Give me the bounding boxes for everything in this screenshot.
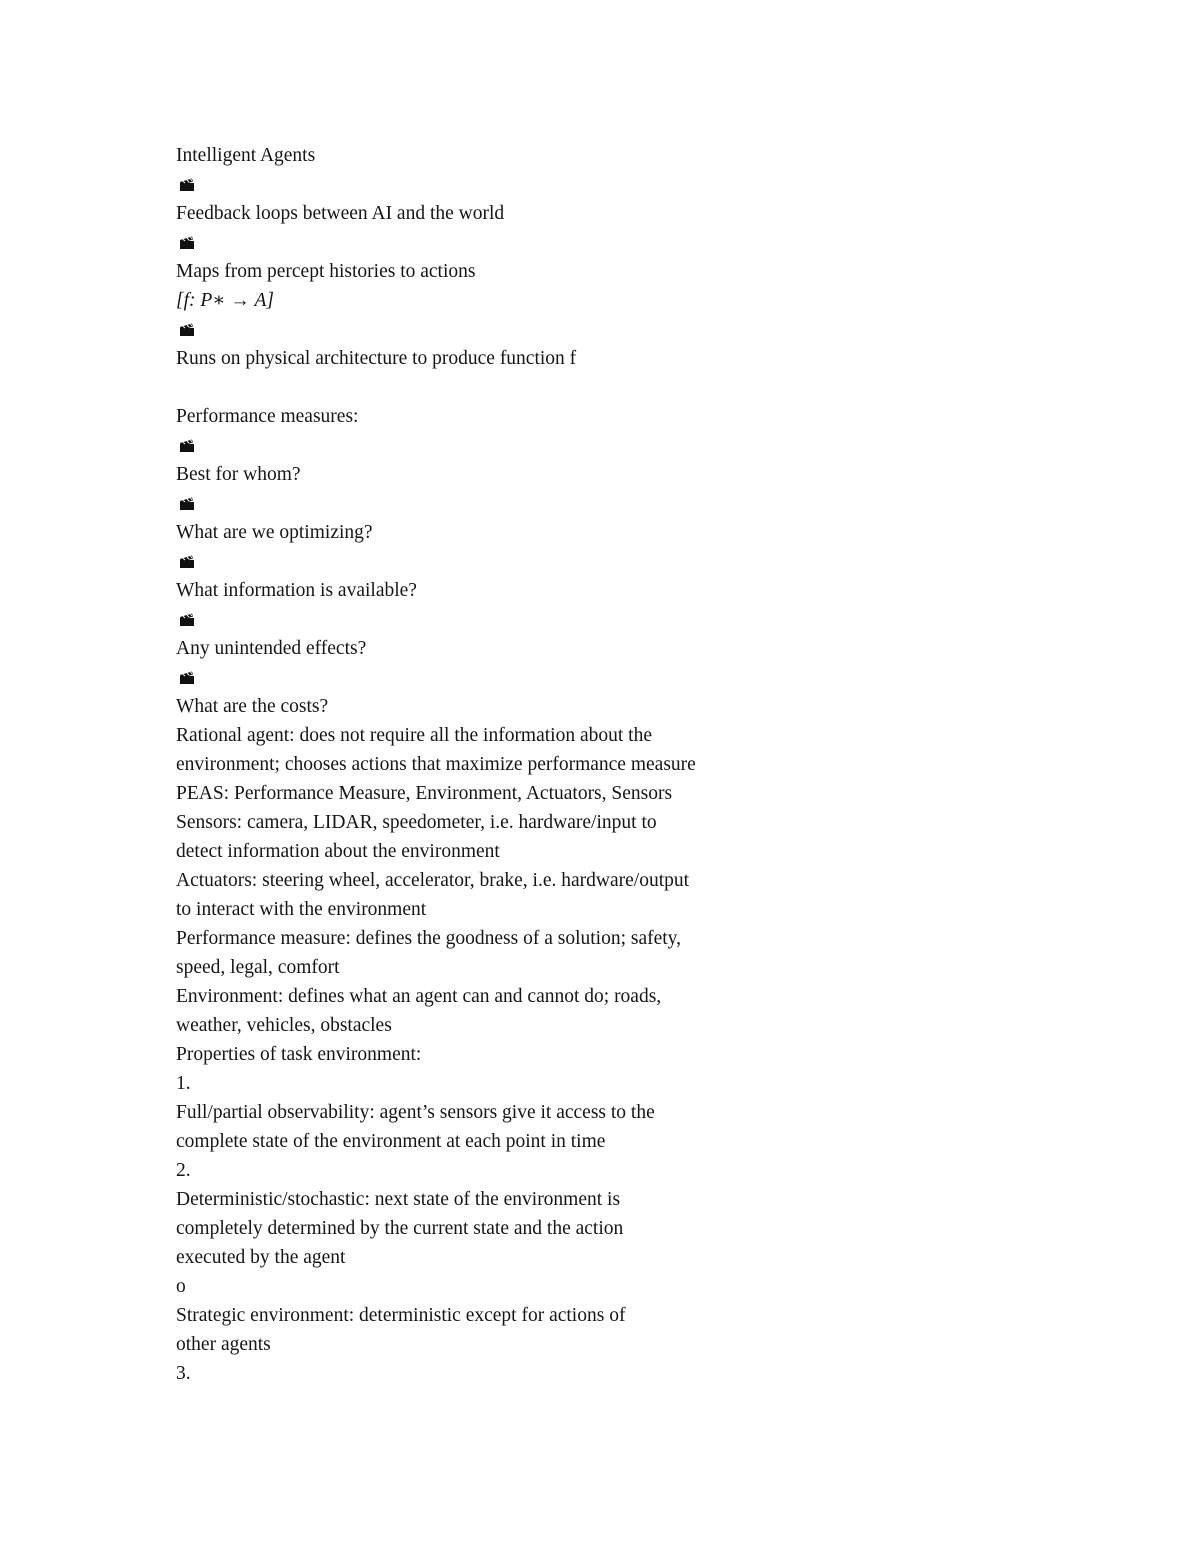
performance-heading: Performance measures:: [176, 406, 359, 427]
clapperboard-icon: [176, 228, 816, 257]
performance-item: Any unintended effects?: [176, 638, 367, 659]
spacer: [176, 373, 816, 402]
body-line: Full/partial observability: agent’s sensors give it access to the: [176, 1102, 655, 1123]
body-line: PEAS: Performance Measure, Environment, Actuators, Sensors: [176, 783, 673, 804]
list-number: 2.: [176, 1160, 191, 1181]
performance-item: What are we optimizing?: [176, 522, 373, 543]
body-line: Strategic environment: deterministic except for actions of: [176, 1305, 626, 1326]
body-line: Sensors: camera, LIDAR, speedometer, i.e. hardware/input to: [176, 812, 657, 833]
body-line: Actuators: steering wheel, accelerator, brake, i.e. hardware/output: [176, 870, 690, 891]
clapperboard-icon: [176, 547, 816, 576]
body-line: Performance measure: defines the goodness of a solution; safety,: [176, 928, 682, 949]
list-number: 3.: [176, 1363, 191, 1384]
body-line: to interact with the environment: [176, 899, 427, 920]
body-line: weather, vehicles, obstacles: [176, 1015, 392, 1036]
sub-bullet-marker: o: [176, 1276, 186, 1297]
body-line: complete state of the environment at each point in time: [176, 1131, 606, 1152]
clapperboard-icon: [176, 489, 816, 518]
list-number: 1.: [176, 1073, 191, 1094]
clapperboard-icon: [176, 605, 816, 634]
clapperboard-icon: [176, 663, 816, 692]
body-line: speed, legal, comfort: [176, 957, 340, 978]
body-line: other agents: [176, 1334, 271, 1355]
intro-item-feedback: Feedback loops between AI and the world: [176, 203, 505, 224]
properties-heading: Properties of task environment:: [176, 1044, 422, 1065]
body-line: completely determined by the current state and the action: [176, 1218, 624, 1239]
body-line: Deterministic/stochastic: next state of the environment is: [176, 1189, 621, 1210]
performance-item: What information is available?: [176, 580, 417, 601]
performance-item: Best for whom?: [176, 464, 301, 485]
body-line: detect information about the environment: [176, 841, 500, 862]
body-line: Rational agent: does not require all the information about the: [176, 725, 652, 746]
intro-item-maps: Maps from percept histories to actions: [176, 261, 476, 282]
intro-item-runs: Runs on physical architecture to produce function f: [176, 348, 577, 369]
performance-item: What are the costs?: [176, 696, 329, 717]
formula: [f: P∗ → A]: [176, 290, 274, 311]
clapperboard-icon: [176, 431, 816, 460]
body-line: environment; chooses actions that maximize performance measure: [176, 754, 696, 775]
body-line: executed by the agent: [176, 1247, 346, 1268]
body-line: Environment: defines what an agent can and cannot do; roads,: [176, 986, 662, 1007]
clapperboard-icon: [176, 315, 816, 344]
document-title: Intelligent Agents: [176, 145, 316, 166]
clapperboard-icon: [176, 170, 816, 199]
document-page: [176, 141, 816, 1388]
